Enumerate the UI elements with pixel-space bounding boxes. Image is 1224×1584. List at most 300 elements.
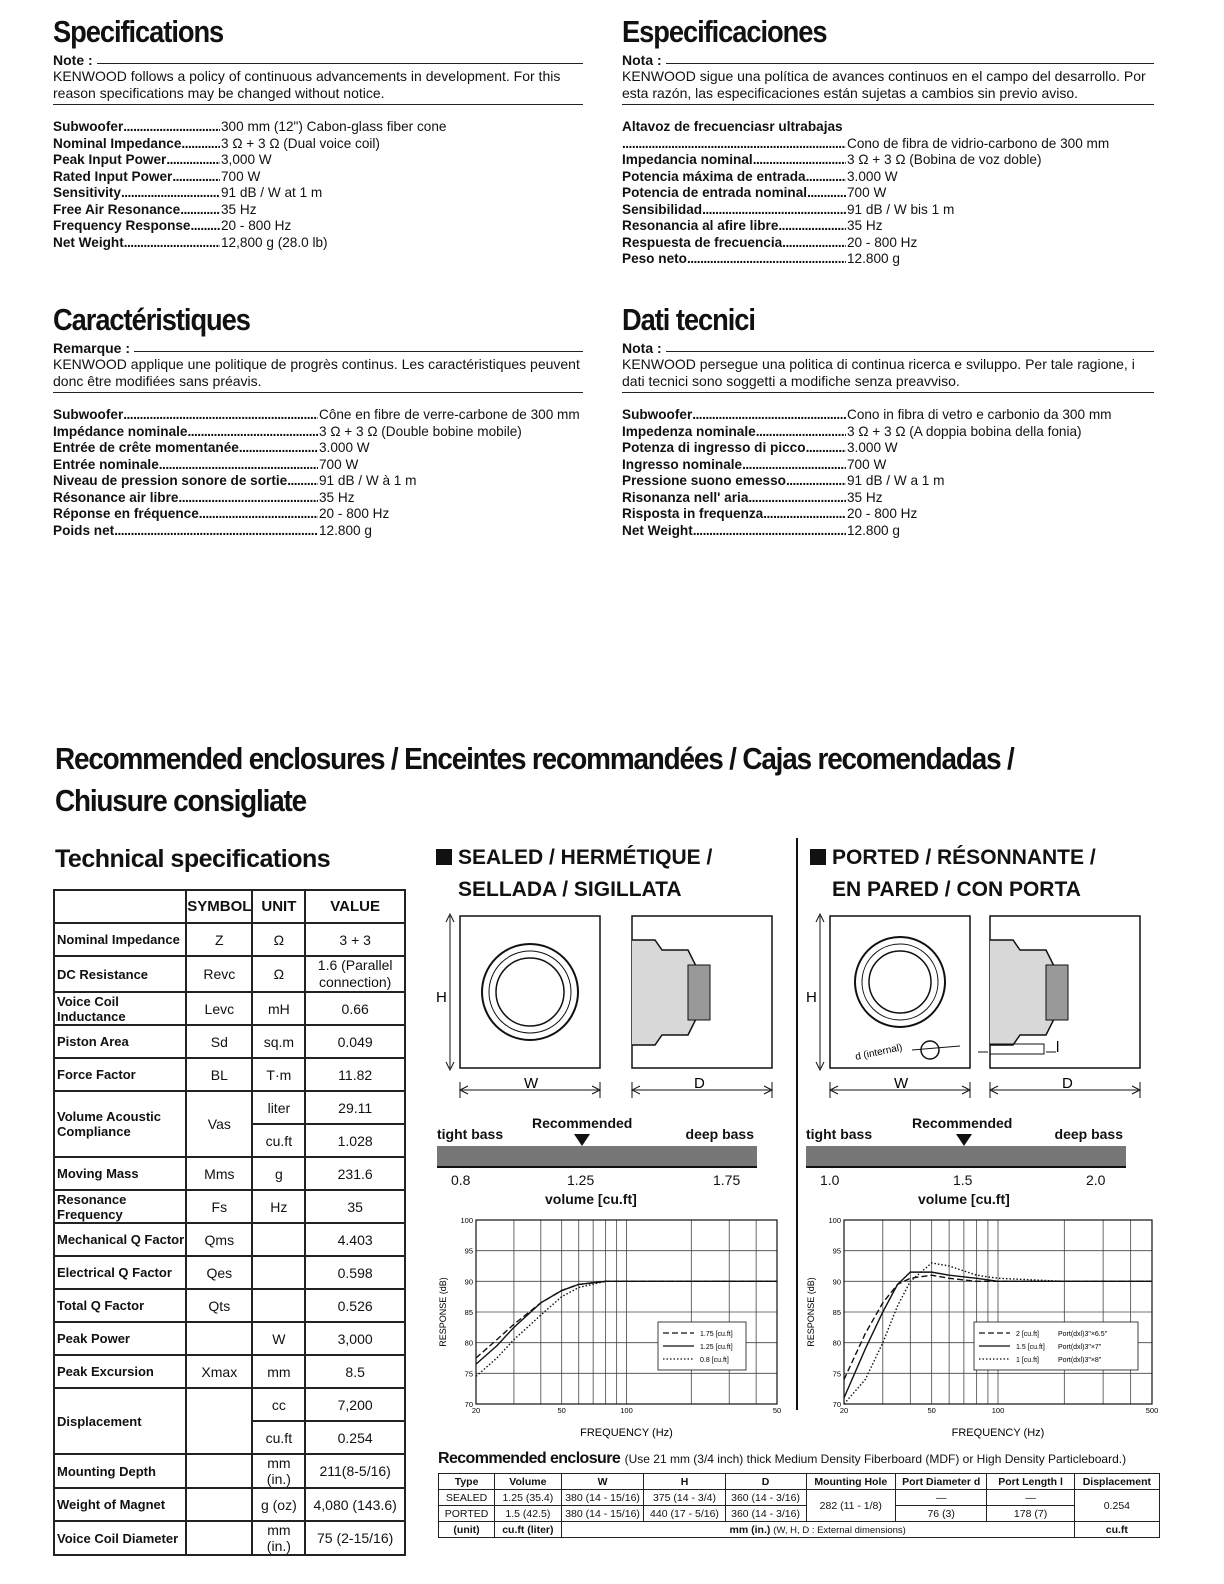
spec-value: 35 Hz — [847, 218, 883, 233]
legend-label: 0.8 [cu.ft] — [700, 1357, 729, 1364]
note-label: Remarque : — [53, 340, 131, 356]
spec-key: Rated Input Power — [53, 168, 173, 184]
sealed-title — [436, 842, 712, 906]
spec-row — [53, 457, 583, 474]
scale-min: 1.0 — [820, 1172, 840, 1188]
spec-key: Peso neto — [622, 251, 687, 266]
dim-d-label: D — [694, 1075, 705, 1092]
tech-row — [54, 1521, 405, 1555]
spec-value: 700 W — [319, 456, 359, 472]
enc-header-type: Type — [439, 1474, 495, 1490]
spec-block-en — [53, 14, 583, 251]
param-unit — [252, 1223, 305, 1256]
param-unit: mH — [252, 992, 305, 1025]
scale-mid: 1.25 — [567, 1172, 595, 1188]
enc-header-mount: Mounting Hole — [806, 1474, 895, 1490]
spec-key: Resonancia al afire libre — [622, 218, 779, 233]
spec-key: Net Weight — [622, 522, 693, 538]
scale-max: 1.75 — [713, 1172, 741, 1188]
enc-cell: cu.ft (liter) — [495, 1522, 562, 1538]
enclosure-table — [438, 1473, 1160, 1538]
enc-cell: — — [895, 1490, 986, 1506]
param-name: Electrical Q Factor — [54, 1256, 186, 1289]
x-tick-label: 100 — [991, 1406, 1005, 1415]
spec-key: Altavoz de frecuenciasr ultrabajas — [622, 119, 843, 134]
ported-title — [810, 842, 1096, 906]
param-value: 4.403 — [305, 1223, 405, 1256]
param-name: Force Factor — [54, 1058, 186, 1091]
param-symbol: Z — [186, 923, 252, 956]
x-tick-label: 20 — [471, 1406, 481, 1415]
spec-list — [622, 407, 1154, 539]
spec-row — [53, 440, 583, 457]
spec-title: Especificaciones — [622, 14, 827, 49]
enc-header-h: H — [644, 1474, 725, 1490]
enc-header-d: D — [725, 1474, 806, 1490]
param-symbol: Mms — [186, 1157, 252, 1190]
param-unit: g (oz) — [252, 1488, 305, 1521]
note-text: KENWOOD follows a policy of continuous advancements in development. For this reason specifications may be changed without notice. — [53, 68, 583, 105]
spec-row — [53, 424, 583, 441]
spec-key: Free Air Resonance — [53, 201, 181, 217]
recommended-label: Recommended — [912, 1115, 1013, 1131]
y-axis-label: RESPONSE (dB) — [438, 1277, 448, 1347]
sealed-title-line2: SELLADA / SIGILLATA — [458, 878, 682, 901]
spec-key: Frequency Response — [53, 218, 191, 233]
spec-value: 20 - 800 Hz — [847, 234, 918, 250]
param-value: 1.6 (Parallel connection) — [305, 956, 405, 992]
tech-row — [54, 1488, 405, 1521]
spec-value: 35 Hz — [847, 489, 883, 505]
spec-value: 35 Hz — [319, 489, 355, 505]
enclosures-title-line1: Recommended enclosures / Enceintes recommandées / Cajas recomendadas / — [55, 741, 1014, 776]
enc-header-volume: Volume — [495, 1474, 562, 1490]
scale-min: 0.8 — [451, 1172, 471, 1188]
param-unit: cu.ft — [252, 1421, 305, 1454]
tech-row — [54, 1223, 405, 1256]
spec-row — [622, 152, 1154, 169]
param-name: Peak Power — [54, 1322, 186, 1355]
spec-row — [622, 251, 1154, 268]
enc-cell-dims — [561, 1522, 1074, 1538]
enc-unit-note: (W, H, D : External dimensions) — [773, 1524, 906, 1536]
enc-header-port-l: Port Length l — [987, 1474, 1074, 1490]
spec-value: 12.800 g — [847, 251, 900, 266]
enc-unit-dims: mm (in.) — [729, 1523, 771, 1536]
y-tick-label: 95 — [464, 1246, 473, 1256]
spec-row — [622, 407, 1154, 424]
enc-cell: (unit) — [439, 1522, 495, 1538]
y-tick-label: 95 — [832, 1246, 841, 1256]
y-tick-label: 85 — [464, 1308, 473, 1317]
scale-mid: 1.5 — [953, 1172, 973, 1188]
spec-key: Niveau de pression sonore de sortie — [53, 473, 288, 488]
param-symbol: Xmax — [186, 1355, 252, 1388]
legend-label: 2 [cu.ft] — [1016, 1331, 1039, 1338]
spec-value: 700 W — [221, 168, 261, 184]
param-unit: Hz — [252, 1190, 305, 1223]
volume-label: volume [cu.ft] — [545, 1191, 637, 1207]
deep-bass-label: deep bass — [685, 1126, 754, 1142]
spec-key: Réponse en fréquence — [53, 506, 199, 521]
param-value: 7,200 — [305, 1388, 405, 1421]
sealed-bass-scale — [437, 1112, 757, 1212]
param-unit: mm (in.) — [252, 1521, 305, 1555]
tight-bass-label: tight bass — [437, 1126, 504, 1142]
spec-value: 3.000 W — [847, 440, 898, 455]
param-unit: Ω — [252, 923, 305, 956]
bass-scale-bar — [806, 1146, 1126, 1168]
param-name: Voice Coil Diameter — [54, 1521, 186, 1555]
spec-row — [622, 424, 1154, 441]
tech-row — [54, 1355, 405, 1388]
legend-port-label: Port(dxl)3"×7" — [1058, 1344, 1102, 1351]
spec-key: Entrée nominale — [53, 456, 159, 472]
param-unit: g — [252, 1157, 305, 1190]
param-unit: mm (in.) — [252, 1454, 305, 1488]
spec-value: 91 dB / W à 1 m — [319, 473, 417, 488]
spec-value: 91 dB / W at 1 m — [221, 185, 323, 200]
legend-label: 1.25 [cu.ft] — [700, 1344, 733, 1351]
spec-row — [622, 523, 1154, 540]
enc-cell: PORTED — [439, 1506, 495, 1522]
bass-scale-bar — [437, 1146, 757, 1168]
spec-row — [622, 473, 1154, 490]
param-unit: liter — [252, 1091, 305, 1124]
port-diameter-label: d (internal) — [854, 1042, 904, 1063]
legend-label: 1.75 [cu.ft] — [700, 1331, 733, 1338]
spec-value: Cono de fibra de vidrio-carbono de 300 mm — [847, 135, 1110, 151]
x-tick-label: 50 — [927, 1406, 936, 1415]
spec-value: 700 W — [847, 456, 887, 472]
enclosure-note: (Use 21 mm (3/4 inch) thick Medium Density Fiberboard (MDF) or High Density Particleboard.) — [624, 1452, 1127, 1466]
param-value: 75 (2-15/16) — [305, 1521, 405, 1555]
enc-cell: 380 (14 - 15/16) — [561, 1506, 644, 1522]
note-text: KENWOOD sigue una política de avances continuos en el campo del desarrollo. Por esta razón, las especificaciones están sujetas a cambios sin previo aviso. — [622, 68, 1154, 105]
enc-cell: 375 (14 - 3/4) — [644, 1490, 725, 1506]
enc-cell-mount: 282 (11 - 1/8) — [806, 1490, 895, 1522]
param-symbol — [186, 1322, 252, 1355]
tech-row — [54, 956, 405, 992]
spec-key: Subwoofer — [53, 119, 124, 134]
spec-row — [53, 136, 583, 153]
tech-spec-title: Technical specifications — [55, 845, 331, 873]
sealed-title-line1: SEALED / HERMÉTIQUE / — [458, 846, 713, 869]
tech-row — [54, 1256, 405, 1289]
tech-row — [54, 1157, 405, 1190]
spec-row — [53, 152, 583, 169]
spec-value: 12.800 g — [847, 522, 900, 538]
param-unit: mm — [252, 1355, 305, 1388]
spec-key: Ingresso nominale — [622, 456, 743, 472]
spec-value: 91 dB / W a 1 m — [847, 473, 945, 488]
tech-row — [54, 1289, 405, 1322]
param-value: 0.66 — [305, 992, 405, 1025]
param-symbol — [186, 1454, 252, 1488]
recommended-label: Recommended — [532, 1115, 633, 1131]
enc-cell: 360 (14 - 3/16) — [725, 1506, 806, 1522]
spec-key: Impédance nominale — [53, 423, 188, 439]
param-unit: W — [252, 1322, 305, 1355]
param-unit: T·m — [252, 1058, 305, 1091]
spec-value: 3 Ω + 3 Ω (Double bobine mobile) — [319, 423, 522, 439]
tech-spec-table — [53, 889, 406, 1556]
spec-key: Nominal Impedance — [53, 135, 182, 151]
x-tick-label: 50 — [772, 1406, 782, 1415]
param-unit — [252, 1256, 305, 1289]
y-tick-label: 85 — [832, 1308, 841, 1317]
x-axis-label: FREQUENCY (Hz) — [580, 1427, 673, 1439]
spec-title: Caractéristiques — [53, 302, 250, 337]
note-label: Nota : — [622, 52, 662, 68]
param-value: 0.049 — [305, 1025, 405, 1058]
spec-row — [53, 490, 583, 507]
y-tick-label: 70 — [464, 1400, 473, 1409]
enc-cell: 76 (3) — [895, 1506, 986, 1522]
param-unit: Ω — [252, 956, 305, 992]
tech-row — [54, 1058, 405, 1091]
spec-row — [622, 457, 1154, 474]
tech-row — [54, 1091, 405, 1124]
param-name: Total Q Factor — [54, 1289, 186, 1322]
spec-value: 91 dB / W bis 1 m — [847, 201, 955, 217]
dim-w-label: W — [894, 1075, 909, 1092]
param-value: 11.82 — [305, 1058, 405, 1091]
volume-label: volume [cu.ft] — [918, 1191, 1010, 1207]
spec-value: 3,000 W — [221, 152, 272, 167]
enc-header-disp: Displacement — [1074, 1474, 1159, 1490]
spec-row — [622, 185, 1154, 202]
legend-label: 1 [cu.ft] — [1016, 1357, 1039, 1364]
enc-row-ported — [439, 1506, 1160, 1522]
header-blank — [54, 890, 186, 923]
ported-response-chart — [800, 1212, 1166, 1442]
spec-row — [53, 235, 583, 252]
ported-title-line1: PORTED / RÉSONNANTE / — [832, 846, 1096, 869]
recommended-arrow-icon — [956, 1134, 972, 1146]
param-symbol — [186, 1521, 252, 1555]
enclosure-heading — [438, 1450, 1126, 1468]
spec-value: 3.000 W — [847, 168, 898, 184]
param-symbol: Sd — [186, 1025, 252, 1058]
spec-key: Impedenza nominale — [622, 423, 756, 439]
sealed-diagram — [430, 910, 790, 1110]
spec-value: Cône en fibre de verre-carbone de 300 mm — [319, 407, 580, 422]
y-tick-label: 100 — [828, 1216, 841, 1225]
param-symbol — [186, 1388, 252, 1454]
x-tick-label: 50 — [557, 1406, 566, 1415]
param-name: Moving Mass — [54, 1157, 186, 1190]
param-symbol: Qms — [186, 1223, 252, 1256]
ported-bass-scale — [806, 1112, 1126, 1212]
enc-cell: — — [987, 1490, 1074, 1506]
param-value: 4,080 (143.6) — [305, 1488, 405, 1521]
spec-key: Peak Input Power — [53, 152, 167, 167]
param-symbol: Fs — [186, 1190, 252, 1223]
dim-w-label: W — [524, 1075, 539, 1092]
spec-row — [53, 473, 583, 490]
y-tick-label: 75 — [464, 1369, 473, 1379]
spec-key: Impedancia nominal — [622, 152, 753, 167]
param-unit: cc — [252, 1388, 305, 1421]
tech-row — [54, 1190, 405, 1223]
dim-d-label: D — [1062, 1075, 1073, 1092]
spec-value: 20 - 800 Hz — [221, 218, 292, 233]
spec-list — [53, 407, 583, 539]
enc-header-port-d: Port Diameter d — [895, 1474, 986, 1490]
x-tick-label: 500 — [1145, 1406, 1159, 1415]
enc-cell: 380 (14 - 15/16) — [561, 1490, 644, 1506]
recommended-arrow-icon — [574, 1134, 590, 1146]
note-text: KENWOOD persegue una politica di continua ricerca e sviluppo. Per tale ragione, i dati tecnici sono soggetti a modifiche senza preavviso. — [622, 356, 1154, 393]
enc-cell: 1.25 (35.4) — [495, 1490, 562, 1506]
enc-cell: 360 (14 - 3/16) — [725, 1490, 806, 1506]
ported-title-line2: EN PARED / CON PORTA — [832, 878, 1081, 901]
enc-cell: cu.ft — [1074, 1522, 1159, 1538]
param-name: Mechanical Q Factor — [54, 1223, 186, 1256]
tech-row — [54, 1322, 405, 1355]
enc-cell: 440 (17 - 5/16) — [644, 1506, 725, 1522]
spec-key: Poids net — [53, 522, 115, 538]
spec-key: Net Weight — [53, 234, 124, 250]
spec-key: Entrée de crête momentanée — [53, 440, 239, 455]
spec-value: 3.000 W — [319, 440, 370, 455]
param-name: DC Resistance — [54, 956, 186, 992]
dim-h-label: H — [806, 989, 817, 1006]
spec-block-fr — [53, 302, 583, 539]
param-value: 29.11 — [305, 1091, 405, 1124]
spec-key: Subwoofer — [53, 407, 124, 422]
spec-value: 300 mm (12") Cabon-glass fiber cone — [221, 119, 447, 134]
param-name: Resonance Frequency — [54, 1190, 186, 1223]
param-unit: sq.m — [252, 1025, 305, 1058]
y-axis-label: RESPONSE (dB) — [806, 1277, 816, 1347]
param-name: Nominal Impedance — [54, 923, 186, 956]
spec-value: Cono in fibra di vetro e carbonio da 300 mm — [847, 407, 1112, 422]
tech-row — [54, 992, 405, 1025]
y-tick-label: 80 — [832, 1338, 841, 1348]
spec-row — [53, 218, 583, 235]
enc-cell-disp: 0.254 — [1074, 1490, 1159, 1522]
tech-row — [54, 1454, 405, 1488]
param-symbol: Levc — [186, 992, 252, 1025]
note-text: KENWOOD applique une politique de progrès continus. Les caractéristiques peuvent donc être modifiées sans préavis. — [53, 356, 583, 393]
tech-row — [54, 1025, 405, 1058]
header-unit: UNIT — [252, 890, 305, 923]
param-value: 231.6 — [305, 1157, 405, 1190]
enclosures-title-line2: Chiusure consigliate — [55, 783, 307, 818]
param-value: 3 + 3 — [305, 923, 405, 956]
legend-port-label: Port(dxl)3"×6.5" — [1058, 1331, 1108, 1338]
param-name: Displacement — [54, 1388, 186, 1454]
spec-key: Respuesta de frecuencia — [622, 234, 783, 250]
param-symbol: Revc — [186, 956, 252, 992]
spec-row — [53, 119, 583, 136]
y-tick-label: 70 — [832, 1400, 841, 1409]
tech-row — [54, 1388, 405, 1421]
legend-port-label: Port(dxl)3"×8" — [1058, 1357, 1102, 1364]
legend-label: 1.5 [cu.ft] — [1016, 1344, 1045, 1351]
enc-cell: 1.5 (42.5) — [495, 1506, 562, 1522]
header-value: VALUE — [305, 890, 405, 923]
param-value: 8.5 — [305, 1355, 405, 1388]
param-value: 0.254 — [305, 1421, 405, 1454]
spec-value: 35 Hz — [221, 201, 257, 217]
enc-cell: 178 (7) — [987, 1506, 1074, 1522]
enc-row-unit — [439, 1522, 1160, 1538]
spec-value: 12,800 g (28.0 lb) — [221, 234, 328, 250]
spec-row — [622, 218, 1154, 235]
header-symbol: SYMBOL — [186, 890, 252, 923]
tech-row — [54, 923, 405, 956]
y-tick-label: 90 — [464, 1277, 473, 1287]
enclosure-title: Recommended enclosure — [438, 1450, 621, 1467]
deep-bass-label: deep bass — [1054, 1126, 1123, 1142]
spec-block-it — [622, 302, 1154, 539]
column-divider — [796, 838, 798, 1410]
spec-row — [53, 523, 583, 540]
spec-value: 3 Ω + 3 Ω (Bobina de voz doble) — [847, 152, 1042, 167]
spec-value: 3 Ω + 3 Ω (Dual voice coil) — [221, 135, 380, 151]
spec-key: Pressione suono emesso — [622, 473, 786, 488]
spec-row — [53, 407, 583, 424]
param-symbol — [186, 1488, 252, 1521]
spec-block-es — [622, 14, 1154, 268]
enc-row-sealed — [439, 1490, 1160, 1506]
param-value: 0.598 — [305, 1256, 405, 1289]
spec-key: Risonanza nell' aria — [622, 489, 749, 505]
spec-row — [53, 185, 583, 202]
enc-cell: SEALED — [439, 1490, 495, 1506]
spec-row — [53, 169, 583, 186]
spec-title: Specifications — [53, 14, 224, 49]
sealed-response-chart — [432, 1212, 792, 1442]
spec-row — [622, 169, 1154, 186]
ported-diagram — [800, 910, 1160, 1110]
param-value: 211(8-5/16) — [305, 1454, 405, 1488]
param-unit: cu.ft — [252, 1124, 305, 1157]
note-label: Nota : — [622, 340, 662, 356]
spec-list — [622, 119, 1154, 268]
param-value: 1.028 — [305, 1124, 405, 1157]
param-symbol: BL — [186, 1058, 252, 1091]
param-name: Piston Area — [54, 1025, 186, 1058]
spec-value: 12.800 g — [319, 522, 372, 538]
param-name: Voice Coil Inductance — [54, 992, 186, 1025]
spec-row — [622, 440, 1154, 457]
spec-key: Potencia de entrada nominal — [622, 185, 808, 200]
dim-l-label: l — [1056, 1039, 1060, 1056]
dim-h-label: H — [436, 989, 447, 1006]
spec-row — [53, 202, 583, 219]
spec-row — [622, 506, 1154, 523]
spec-value: 20 - 800 Hz — [847, 506, 918, 521]
x-axis-label: FREQUENCY (Hz) — [951, 1427, 1045, 1439]
enc-header-w: W — [561, 1474, 644, 1490]
spec-value: 700 W — [847, 185, 887, 200]
param-value: 3,000 — [305, 1322, 405, 1355]
y-tick-label: 80 — [464, 1338, 473, 1348]
x-tick-label: 100 — [620, 1406, 633, 1415]
param-symbol: Vas — [186, 1091, 252, 1157]
spec-row — [53, 506, 583, 523]
spec-row — [622, 202, 1154, 219]
param-value: 35 — [305, 1190, 405, 1223]
param-value: 0.526 — [305, 1289, 405, 1322]
spec-row — [622, 490, 1154, 507]
enclosures-heading — [55, 738, 1120, 822]
spec-key: Potenza di ingresso di picco — [622, 440, 806, 455]
